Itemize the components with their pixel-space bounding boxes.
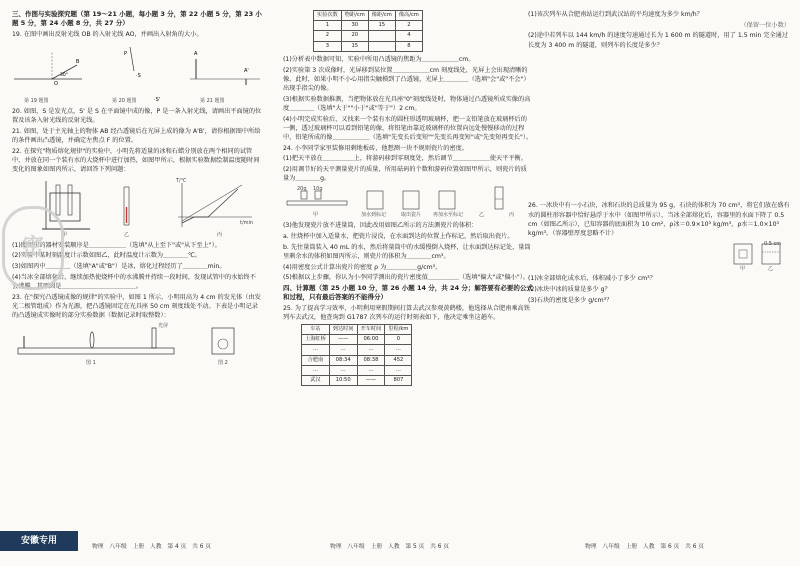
table-cell: 武汉 [302, 376, 330, 386]
graph-y-axis-label: T/℃ [176, 177, 187, 184]
table-cell: 3 [314, 41, 342, 51]
table-header: 开车时间 [357, 324, 385, 334]
table-cell [368, 31, 395, 41]
question-24-4: (4)用密度公式计算出瓷片的密度 ρ 为＿＿＿＿＿g/cm³。 [283, 263, 442, 271]
fig24-caption-b: 乙 [479, 212, 485, 219]
table-cell: 合肥南 [302, 355, 330, 365]
fig22-label-c: 丙 [217, 231, 223, 238]
svg-text:P: P [124, 51, 128, 58]
question-25-2: (2)途中若列车以 144 km/h 的速度匀速通过长为 1 600 m 的隧道时，用了 1.5 min 完全通过长度为 3 400 m 的隧道，则列车的长度是多少？ [528, 32, 789, 49]
table-cell: 15 [368, 21, 395, 31]
region-badge: 安徽专用 [0, 531, 78, 551]
weight-label-10g: 10g [313, 186, 323, 193]
question-22-4: (4)当冰全部熔化后，继续加热使烧杯中的水沸腾并持续一段时间，发现试管中的水始终不会沸腾，其原因是＿＿＿＿＿＿＿＿＿＿＿＿。 [12, 273, 256, 290]
svg-text:A: A [194, 51, 198, 58]
question-24: 24. 小李同学家里装修用剩地板砖，他想测一块不规则瓷片的密度。 [283, 144, 469, 152]
table-cell: —— [357, 376, 385, 386]
table-cell: … [329, 365, 357, 375]
svg-text:·S': ·S' [154, 97, 161, 104]
table-cell [368, 41, 395, 51]
water-drop-label: 0.5 cm [764, 241, 782, 248]
fig22-label-b: 乙 [124, 231, 130, 238]
screen-label: 光屏 [158, 323, 169, 330]
step-label-2: 取出瓷片 [401, 212, 422, 219]
table-cell: 2 [395, 21, 422, 31]
table-row [314, 21, 423, 31]
fig20-caption: 第 20 题图 [112, 98, 137, 105]
ice-container-diagram [528, 240, 790, 266]
table-header: 车站 [302, 324, 330, 334]
question-26: 26. 一冰块中有一小石块，冰和石块的总质量为 95 g，石块的体积为 70 cm³，将它们放在盛有水的圆柱形容器中恰好悬浮于水中（如图甲所示），当冰全部熔化后，容器里的水面下降了 0.5 cm（如图乙所示），已知容器的底面积为 10 cm²，ρ冰＝0.9×10³ kg/m³，ρ水＝1.0×10³ kg/m³。（容器壁厚度忽略不计） [528, 202, 790, 237]
table-header: 里程/km [385, 324, 412, 334]
svg-text:B: B [76, 59, 80, 66]
question-24-1: (1)把天平放在＿＿＿＿＿上，将游码移到零刻度处，然后调节＿＿＿＿＿＿使天平平衡。 [283, 155, 527, 163]
table-cell: … [357, 345, 385, 355]
question-22-3: (3)如图丙中＿＿＿＿（选填"A"或"B"）是冰，熔化过程经历了＿＿＿＿min。 [12, 262, 226, 270]
table-row [302, 345, 412, 355]
section-title: 三、作图与实验探究题（第 19～21 小题，每小题 3 分，第 22 小题 5 分，第 23 小题 5 分，第 24 小题 8 分，共 27 分） [12, 10, 262, 28]
table-cell: 0 [385, 335, 412, 345]
question-23-1: (1)分析表中数据可知，实验中所用凸透镜的焦距为＿＿＿＿＿＿cm。 [283, 55, 475, 63]
fig23-caption-1: 图 1 [86, 360, 96, 367]
fig26-caption-b: 乙 [768, 266, 774, 273]
question-25-1-note: （保留一位小数） [740, 21, 790, 29]
table-cell: … [329, 345, 357, 355]
page-footer-4: 物理 八年级 上册 人教 第 4 页 共 6 页 [92, 544, 212, 550]
optical-bench [12, 322, 262, 358]
page-footer-6: 物理 八年级 上册 人教 第 6 页 共 6 页 [585, 544, 705, 550]
page-5-column [283, 10, 533, 386]
question-23-3: (3)根据实验数据推测，当把物体放在光具座"0"刻度线处时，物体通过凸透镜所成实像的高度＿＿＿＿（选填"大于""小于"或"等于"）2 cm。 [283, 95, 531, 112]
question-26-3: (3)石块的密度是多少 g/cm³？ [528, 296, 613, 304]
fig26-caption-a: 甲 [740, 266, 746, 273]
question-24-3a: a. 往烧杯中加入适量水，把瓷片浸没，在水面到达的位置上作标记，然后取出瓷片。 [283, 233, 514, 241]
question-23: 23. 在"探究凸透镜成像的规律"的实验中，如图 1 所示，小明用高为 4 cm 的发光体（由发光二极管组成）作为光源，把凸透镜固定在光具座 50 cm 刻度线处不动。下表是小明记录的凸透镜成实像时的部分实验数据（数据记录时取整数）： [12, 293, 261, 319]
page-footer-5: 物理 八年级 上册 人教 第 5 页 共 6 页 [330, 544, 450, 550]
section-4-title: 四、计算题（第 25 小题 10 分，第 26 小题 14 分，共 24 分；解答要有必要的公式和过程，只有最后答案的不能得分） [283, 284, 533, 302]
table-header-row [314, 11, 423, 21]
table-cell: 4 [395, 31, 422, 41]
table-header: 到达时间 [329, 324, 357, 334]
question-25: 25. 为了提高学习效率，小明利用寒假期间打算去武汉参观黄鹤楼，他选择从合肥南乘高铁列车去武汉，他查询到 G1787 次列车的运行时刻表如下，他决定乘坐这趟车。 [283, 305, 530, 322]
graph-x-axis-label: t/min [240, 219, 254, 226]
table-header: 像高/cm [395, 11, 422, 21]
table-cell: 8 [395, 41, 422, 51]
fig24-caption-c: 丙 [509, 212, 515, 219]
question-24-2: (2)用调节好的天平测量瓷片的质量，所用砝码的个数和游码位置如图甲所示，则瓷片的质量为＿＿＿＿g。 [283, 166, 527, 183]
table-cell: 上海虹桥 [302, 335, 330, 345]
table-row [302, 365, 412, 375]
table-header: 实验次数 [314, 11, 342, 21]
table-cell: 15 [341, 41, 368, 51]
table-row [314, 31, 423, 41]
seal-watermark: 密 [2, 206, 64, 290]
table-header-row [302, 324, 412, 334]
table-row [314, 41, 423, 51]
question-21: 21. 如图，处于主光轴上的物体 AB 经凸透镜后在光屏上成的像为 A'B'，请你根据图中所给的条件画出凸透镜，并确定左焦点 F 的位置。 [12, 128, 261, 145]
question-20: 20. 如图，S 是发光点，S' 是 S 在平面镜中成的像，P 是一条入射光线，请画出平面镜的位置及该条入射光线的反射光线。 [12, 108, 262, 125]
table-cell: … [302, 365, 330, 375]
table-cell: 30 [341, 21, 368, 31]
question-26-1: (1)冰全部熔化成水后，体积减小了多少 cm³？ [528, 275, 656, 283]
page-6-column [528, 10, 790, 306]
optics-diagrams [12, 41, 262, 105]
question-22-2: (2)实验中某时刻温度计示数如图乙，此时温度计示数为＿＿＿＿℃。 [12, 252, 201, 260]
table-cell: 807 [385, 376, 412, 386]
table-row [302, 355, 412, 365]
table-cell: … [302, 345, 330, 355]
table-cell: 452 [385, 355, 412, 365]
table-header: 像距/cm [368, 11, 395, 21]
table-cell: 06:00 [357, 335, 385, 345]
table-cell: 20 [341, 31, 368, 41]
table-cell: —— [329, 335, 357, 345]
svg-text:A': A' [244, 68, 249, 75]
page-4-column [12, 10, 262, 368]
question-25-1: (1)该次列车从合肥南站运行到武汉站的平均速度为多少 km/h？ [528, 11, 703, 18]
lens-data-table [313, 10, 423, 52]
svg-text:30°: 30° [60, 73, 68, 79]
figure-24 [283, 185, 533, 219]
table-cell: 08:38 [357, 355, 385, 365]
question-22-1: (1)图甲中的器材安装顺序是＿＿＿＿＿＿（选填"从上至下"或"从下至上"）。 [12, 241, 221, 249]
figure-23 [12, 322, 262, 366]
table-cell: 10:50 [329, 376, 357, 386]
question-23-2: (2)实验第 3 次成像时，光屏移到某位置＿＿＿＿＿＿cm 刻度线处，光屏上会出现清晰的像，此时，如果小明不小心用指尖触摸到了凸透镜，光屏上＿＿＿＿（选填"会"或"不会"）出现手指尖的像。 [283, 66, 530, 92]
table-cell: … [357, 365, 385, 375]
svg-text:·S: ·S [136, 73, 141, 80]
fig22-label-a: 甲 [62, 231, 68, 238]
table-cell: 08:34 [329, 355, 357, 365]
table-cell: … [385, 345, 412, 355]
answer-space [528, 51, 790, 201]
table-cell: 1 [314, 21, 342, 31]
fig19-caption: 第 19 题图 [24, 98, 49, 105]
table-cell: … [385, 365, 412, 375]
figures-19-21 [12, 41, 262, 105]
svg-text:O: O [54, 81, 58, 88]
question-24-3: (3)他发现瓷片放不进量筒，因此改用如图乙所示的方法测瓷片的体积： [283, 222, 478, 230]
table-header: 物距/cm [341, 11, 368, 21]
question-24-5: (5)根据以上步骤，你认为小李同学测出的瓷片密度值＿＿＿＿＿（选填"偏大"或"偏小"）。 [283, 274, 529, 282]
train-timetable [301, 324, 412, 386]
step-label-1: 加水到标记 [361, 212, 387, 219]
weight-label-20g: 20g [297, 186, 307, 193]
table-cell: 2 [314, 31, 342, 41]
question-26-2: (2)冰块中冰的质量是多少 g？ [528, 285, 611, 293]
figure-26 [528, 240, 790, 272]
question-24-3b: b. 先往量筒装入 40 mL 的水，然后将量筒中的水缓慢倒入烧杯，让水面到达标记处，量筒里剩余水的体积如图丙所示，则瓷片的体积为＿＿＿＿cm³。 [283, 243, 531, 261]
table-row [302, 376, 412, 386]
fig21-caption: 第 21 题图 [200, 98, 225, 105]
question-22: 22. 在探究"物质熔化规律"的实验中，小明先将适量的冰和石蜡分别放在两个相同的试管中，并放在同一个装有水的大烧杯中进行加热，如图甲所示，根据实验数据绘制温度随时间变化的图象如图丙所示，请回答下列问题： [12, 147, 260, 174]
question-19: 19. 在图中画出反射光线 OB 的入射光线 AO，并画出入射角的大小。 [12, 30, 203, 38]
fig23-caption-2: 图 2 [218, 360, 228, 367]
question-23-4: (4)小明完成实验后，又找来一个装有水的圆柱形透明玻璃杯，把一支铅笔放在玻璃杯后的一侧，透过玻璃杯可以看到铅笔的像，将铅笔由靠近玻璃杯的位置向远处慢慢移动的过程中，铅笔所成的像＿＿＿＿＿＿（选填"先变长后变短""先变长再变短"或"先变短再变长"）。 [283, 115, 533, 141]
step-label-3: 再加水至标记 [433, 212, 464, 219]
fig24-caption-a: 甲 [313, 212, 319, 219]
table-row [302, 335, 412, 345]
